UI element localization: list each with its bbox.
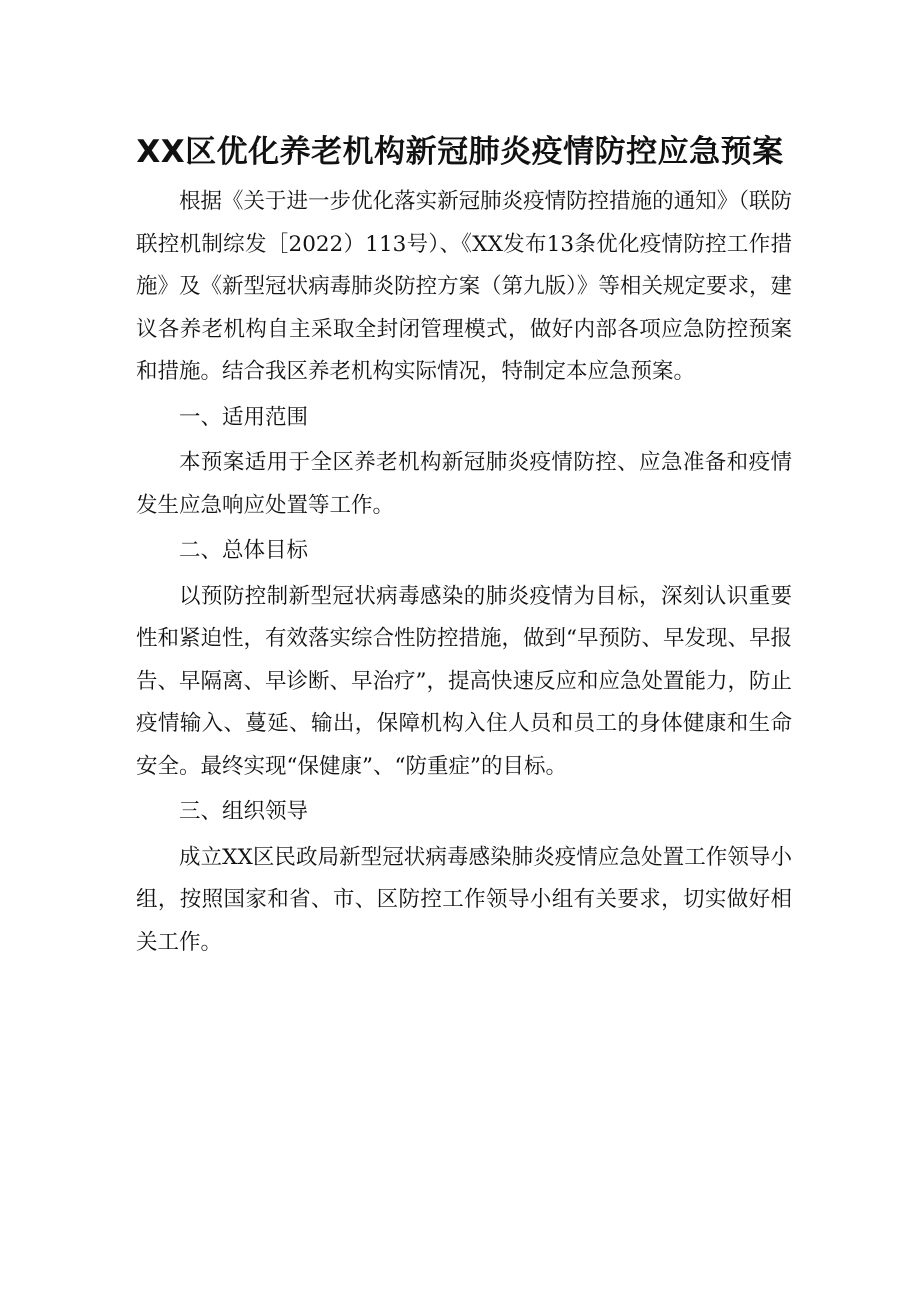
intro-paragraph: 根据《关于进一步优化落实新冠肺炎疫情防控措施的通知》（联防联控机制综发［2022）113号）、《XX发布13条优化疫情防控工作措施》及《新型冠状病毒肺炎防控方案（第九版）》等相关规定要求，建议各养老机构自主采取全封闭管理模式，做好内部各项应急防控预案和措施。结合我区养老机构实际情况，特制定本应急预案。	[136, 189, 792, 384]
section-body-scope: 本预案适用于全区养老机构新冠肺炎疫情防控、应急准备和疫情发生应急响应处置等工作。	[136, 450, 792, 518]
section-body-leadership: 成立XX区民政局新型冠状病毒感染肺炎疫情应急处置工作领导小组，按照国家和省、市、区防控工作领导小组有关要求，切实做好相关工作。	[136, 844, 792, 955]
document-body	[136, 181, 792, 964]
section-heading-scope: 一、适用范围	[179, 404, 309, 430]
document-title: XX区优化养老机构新冠肺炎疫情防控应急预案	[136, 134, 784, 170]
section-heading-leadership: 三、组织领导	[179, 799, 309, 824]
section-body-goals: 以预防控制新型冠状病毒感染的肺炎疫情为目标，深刻认识重要性和紧迫性，有效落实综合性防控措施，做到“早预防、早发现、早报告、早隔离、早诊断、早治疗”，提高快速反应和应急处置能力，防止疫情输入、蔓延、输出，保障机构入住人员和员工的身体健康和生命安全。最终实现“保健康”、“防重症”的目标。	[136, 583, 792, 779]
section-heading-goals: 二、总体目标	[179, 538, 309, 563]
